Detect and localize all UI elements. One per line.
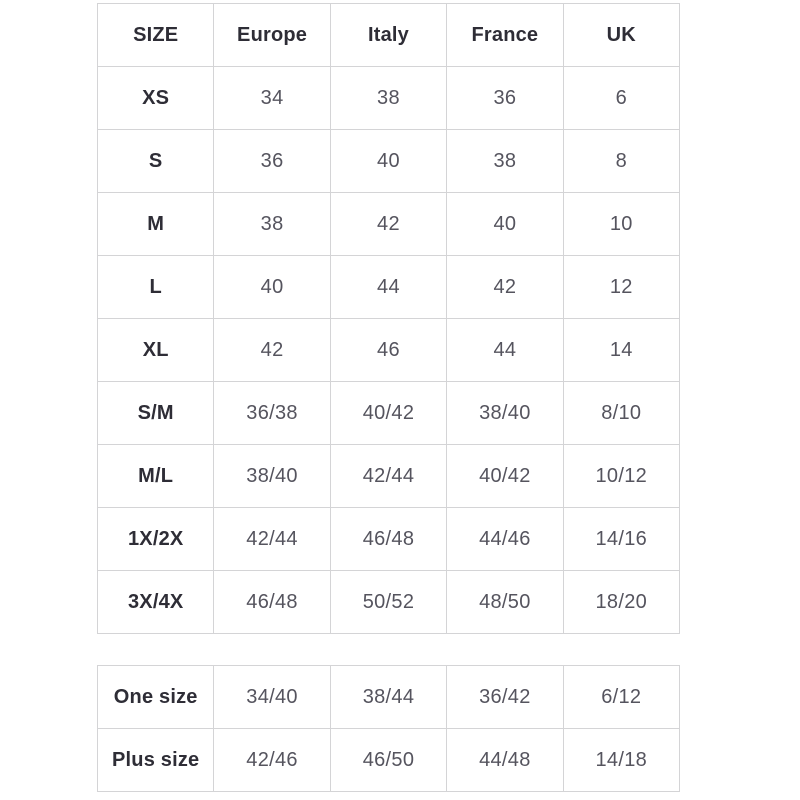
- main-table-body: [98, 67, 680, 634]
- size-value-cell: 40/42: [330, 382, 446, 445]
- row-label: XL: [98, 319, 214, 382]
- size-value-cell: 36/42: [447, 666, 563, 729]
- size-value-cell: 46/48: [214, 571, 330, 634]
- size-value-cell: 34: [214, 67, 330, 130]
- size-value-cell: 10/12: [563, 445, 679, 508]
- table-row: [98, 130, 680, 193]
- size-value-cell: 40: [330, 130, 446, 193]
- size-value-cell: 40: [447, 193, 563, 256]
- special-sizes-table: [97, 665, 680, 792]
- size-value-cell: 42: [214, 319, 330, 382]
- size-value-cell: 44: [330, 256, 446, 319]
- column-header-size: SIZE: [98, 4, 214, 67]
- table-row: [98, 508, 680, 571]
- size-value-cell: 38/44: [330, 666, 446, 729]
- size-value-cell: 14/18: [563, 729, 679, 792]
- table-row: [98, 382, 680, 445]
- table-row: [98, 193, 680, 256]
- size-value-cell: 42/44: [214, 508, 330, 571]
- size-value-cell: 6/12: [563, 666, 679, 729]
- size-value-cell: 48/50: [447, 571, 563, 634]
- row-label: L: [98, 256, 214, 319]
- size-value-cell: 40/42: [447, 445, 563, 508]
- size-value-cell: 44/46: [447, 508, 563, 571]
- table-row: [98, 571, 680, 634]
- size-value-cell: 6: [563, 67, 679, 130]
- table-row: [98, 319, 680, 382]
- size-value-cell: 36: [447, 67, 563, 130]
- table-row: [98, 729, 680, 792]
- size-value-cell: 36/38: [214, 382, 330, 445]
- row-label: XS: [98, 67, 214, 130]
- row-label: M: [98, 193, 214, 256]
- size-value-cell: 12: [563, 256, 679, 319]
- size-value-cell: 14/16: [563, 508, 679, 571]
- size-value-cell: 38: [214, 193, 330, 256]
- size-value-cell: 8/10: [563, 382, 679, 445]
- secondary-table-body: [98, 666, 680, 792]
- size-value-cell: 42/46: [214, 729, 330, 792]
- size-value-cell: 36: [214, 130, 330, 193]
- size-value-cell: 34/40: [214, 666, 330, 729]
- header-row: [98, 4, 680, 67]
- size-value-cell: 44: [447, 319, 563, 382]
- size-value-cell: 38: [330, 67, 446, 130]
- size-value-cell: 38: [447, 130, 563, 193]
- table-row: [98, 445, 680, 508]
- size-value-cell: 46/50: [330, 729, 446, 792]
- size-value-cell: 10: [563, 193, 679, 256]
- column-header-uk: UK: [563, 4, 679, 67]
- size-value-cell: 8: [563, 130, 679, 193]
- column-header-europe: Europe: [214, 4, 330, 67]
- table-row: [98, 67, 680, 130]
- row-label: S/M: [98, 382, 214, 445]
- size-table-header: [98, 4, 680, 67]
- size-value-cell: 42/44: [330, 445, 446, 508]
- size-value-cell: 46/48: [330, 508, 446, 571]
- row-label: 3X/4X: [98, 571, 214, 634]
- table-row: [98, 256, 680, 319]
- column-header-france: France: [447, 4, 563, 67]
- row-label: 1X/2X: [98, 508, 214, 571]
- size-value-cell: 40: [214, 256, 330, 319]
- size-value-cell: 14: [563, 319, 679, 382]
- table-row: [98, 666, 680, 729]
- size-value-cell: 42: [330, 193, 446, 256]
- column-header-italy: Italy: [330, 4, 446, 67]
- row-label: M/L: [98, 445, 214, 508]
- size-value-cell: 44/48: [447, 729, 563, 792]
- size-value-cell: 50/52: [330, 571, 446, 634]
- row-label: S: [98, 130, 214, 193]
- size-conversion-table: [97, 3, 680, 634]
- size-value-cell: 38/40: [447, 382, 563, 445]
- size-value-cell: 18/20: [563, 571, 679, 634]
- row-label: One size: [98, 666, 214, 729]
- size-value-cell: 42: [447, 256, 563, 319]
- size-value-cell: 38/40: [214, 445, 330, 508]
- row-label: Plus size: [98, 729, 214, 792]
- size-value-cell: 46: [330, 319, 446, 382]
